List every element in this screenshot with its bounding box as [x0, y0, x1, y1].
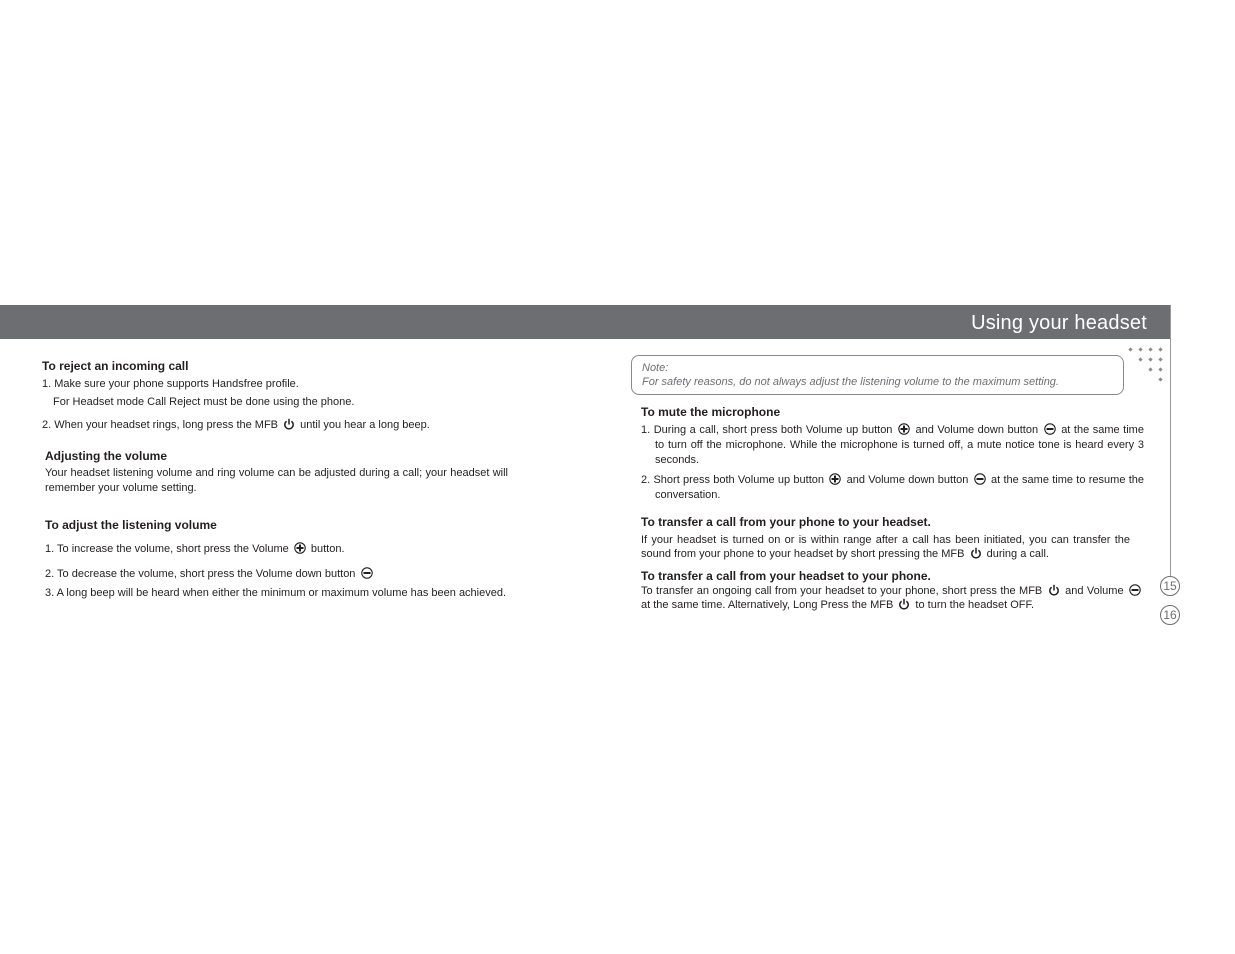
transfer-to-headset-text-end: during a call. [986, 548, 1049, 560]
transfer-to-phone-text: To transfer an ongoing call from your headset to your phone, short press the MFB [641, 585, 1043, 597]
page-number-16: 16 [1160, 605, 1180, 625]
mute-step-2 [641, 473, 1144, 503]
transfer-to-phone-text-mid: and Volume [1065, 585, 1124, 597]
mute-step-2-text: 2. Short press both Volume up button [641, 474, 825, 486]
transfer-to-phone-body [641, 584, 1143, 612]
transfer-to-headset-heading: To transfer a call from your phone to your headset. [641, 515, 931, 529]
volume-down-icon [974, 473, 986, 485]
volume-up-icon [829, 473, 841, 485]
safety-note-box [631, 355, 1124, 395]
vertical-divider [1170, 305, 1171, 577]
mute-microphone-heading: To mute the microphone [641, 405, 781, 419]
listening-step-1-text: 1. To increase the volume, short press the Volume [45, 543, 289, 555]
adjusting-volume-heading: Adjusting the volume [45, 449, 168, 463]
transfer-to-headset-body [641, 533, 1130, 561]
volume-down-icon [1129, 584, 1141, 596]
listening-step-1-text-end: button. [310, 543, 345, 555]
mute-step-1-text-end: at the same time to turn off the microphone. While the microphone is turned off, a mute notice tone is heard every 3 seconds. [655, 424, 1144, 466]
volume-up-icon [294, 542, 306, 554]
reject-step-2 [42, 418, 430, 433]
reject-call-heading: To reject an incoming call [42, 359, 189, 373]
mute-step-1-text-mid: and Volume down button [915, 424, 1039, 436]
note-text: For safety reasons, do not always adjust the listening volume to the maximum setting. [642, 376, 1059, 388]
mute-step-2-text-end: at the same time to resume the conversation. [655, 474, 1145, 501]
transfer-to-phone-text-2: at the same time. Alternatively, Long Press the MFB [641, 599, 894, 611]
volume-up-icon [898, 423, 910, 435]
transfer-to-phone-heading: To transfer a call from your headset to your phone. [641, 569, 931, 583]
power-icon [1048, 584, 1060, 596]
reject-step-1-note: For Headset mode Call Reject must be done using the phone. [53, 396, 355, 408]
listening-step-2-text: 2. To decrease the volume, short press the Volume down button [45, 568, 356, 580]
note-label: Note: [642, 362, 669, 374]
power-icon [898, 598, 910, 610]
reject-step-1: 1. Make sure your phone supports Handsfree profile. [42, 378, 299, 390]
listening-volume-heading: To adjust the listening volume [45, 518, 217, 532]
mute-step-1-text: 1. During a call, short press both Volume up button [641, 424, 893, 436]
mute-step-1 [641, 423, 1144, 468]
transfer-to-headset-text: If your headset is turned on or is within range after a call has been initiated, you can transfer the sound from your phone to your headset by short pressing the MFB [641, 534, 1130, 560]
listening-step-3: 3. A long beep will be heard when either the minimum or maximum volume has been achieved. [45, 587, 507, 599]
adjusting-volume-body: Your headset listening volume and ring volume can be adjusted during a call; your headset will remember your volume setting. [45, 467, 508, 494]
page-title: Using your headset [971, 312, 1147, 334]
power-icon [970, 547, 982, 559]
reject-step-2-text-end: until you hear a long beep. [300, 419, 430, 431]
listening-step-2 [45, 567, 375, 582]
power-icon [283, 418, 295, 430]
listening-step-1 [45, 542, 345, 557]
header-banner [0, 305, 1171, 339]
page-number-15: 15 [1160, 576, 1180, 596]
transfer-to-phone-text-end: to turn the headset OFF. [915, 599, 1035, 611]
reject-step-2-text: 2. When your headset rings, long press the MFB [42, 419, 279, 431]
volume-down-icon [361, 567, 373, 579]
mute-step-2-text-mid: and Volume down button [846, 474, 969, 486]
volume-down-icon [1044, 423, 1056, 435]
